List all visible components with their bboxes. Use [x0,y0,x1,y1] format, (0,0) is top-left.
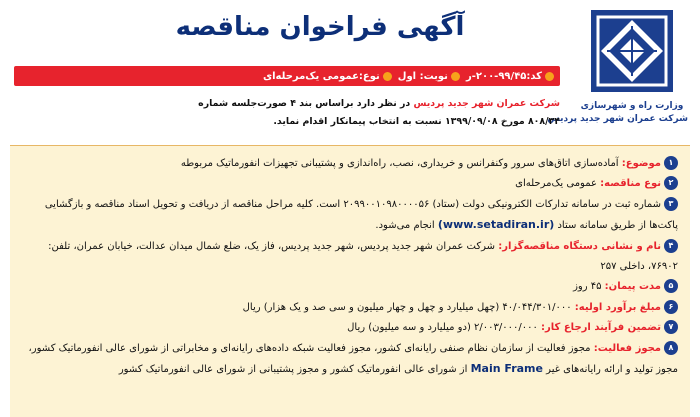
item-text: شماره ثبت در سامانه تدارکات الکترونیکی دولت (ستاد) ۲۰۹۹۰۰۱۰۹۸۰۰۰۰۵۶ است. کلیه مراحل مناقصه از دریافت و تحویل اسناد مناقصه و بازگشایی پاکت‌ها از طریق سامانه ستاد [44,198,678,232]
item-label: مدت پیمان: [604,281,661,293]
item-label: مبلغ برآورد اولیه: [574,301,661,313]
item-number: ۷ [664,320,678,334]
list-item [22,154,678,174]
intro-text-2: ۸۰۸/۳۴ مورخ ۱۳۹۹/۰۹/۰۸ نسبت به انتخاب پیمانکار اقدام نماید. [273,116,560,127]
item-number: ۱ [664,156,678,170]
bullet-dot-icon [451,72,460,81]
item-label: تضمین فرآیند ارجاع کار: [541,322,661,334]
item-text: ۴۰/۰۴۴/۳۰۱/۰۰۰ (چهل میلیارد و چهل و چهار میلیون و سی صد و یک هزار) ریال [242,301,575,313]
tender-details-box [10,145,690,417]
tender-round [398,71,460,82]
bullet-dot-icon [545,72,554,81]
item-text: ۴۵ روز [573,281,605,293]
item-text: شرکت عمران شهر جدید پردیس، شهر جدید پردیس، فاز یک، ضلع شمال میدان عدالت، خیابان عمران، تلفن: ۷۶۹۰۲، داخلی ۲۵۷ [48,240,678,273]
item-label: موضوع: [621,158,661,169]
main-frame-term: Main Frame [470,362,543,376]
list-item [22,298,678,318]
list-item [22,318,678,338]
item-label: نوع مناقصه: [600,178,661,190]
tender-type [263,71,392,82]
item-text: آماده‌سازی اتاق‌های سرور وکنفرانس و خریداری، نصب، راه‌اندازی و پشتیبانی تجهیزات انفورماتیک مربوطه [180,158,622,169]
intro-company: شرکت عمران شهر جدید پردیس [413,98,560,109]
item-label: مجوز فعالیت: [593,342,661,354]
item-text: مجوز فعالیت از سازمان نظام صنفی رایانه‌ای کشور، مجوز فعالیت شبکه داده‌های رایانه‌ای و مخابراتی از شورای عالی انفورماتیک کشور، مجوز تولید و ارائه رایانه‌های غیر [28,342,678,376]
list-item [22,277,678,297]
item-number: ۶ [664,300,678,314]
item-text-after: از شورای عالی انفورماتیک کشور و مجوز پشتیبانی از شورای عالی انفورماتیک کشور [118,364,471,376]
item-label: نام و نشانی دستگاه مناقصه‌گزار: [498,240,661,252]
logo-company-name: شرکت عمران شهر جدید پردیس [547,114,688,124]
logo-ministry-name: وزارت راه و شهرسازی [580,101,684,111]
ministry-emblem-icon [589,8,675,94]
list-item [22,174,678,194]
list-item [22,195,678,237]
item-number: ۲ [664,176,678,190]
tender-type-text: نوع:عمومی یک‌مرحله‌ای [262,70,380,82]
tender-info-bar [14,66,560,86]
tender-code [466,71,554,82]
intro-text-1: در نظر دارد براساس بند ۴ صورت‌جلسه شماره [198,98,414,109]
setad-website-link[interactable]: (www.setadiran.ir) [437,218,555,232]
page-title: آگهی فراخوان مناقصه [175,12,465,42]
intro-paragraph [10,95,560,131]
item-number: ۳ [664,197,678,211]
tender-code-text: کد:۹۹/۴۵-۲۰۰-ر [465,70,542,82]
item-text: ۲/۰۰۳/۰۰۰/۰۰۰ (دو میلیارد و سه میلیون) ریال [347,322,542,334]
bullet-dot-icon [383,72,392,81]
item-text-after: انجام می‌شود. [375,220,438,232]
list-item [22,339,678,381]
item-number: ۴ [664,239,678,253]
item-text: عمومی یک‌مرحله‌ای [515,178,601,190]
organization-logo [547,8,688,138]
list-item [22,237,678,278]
tender-round-text: نوبت: اول [397,70,448,82]
item-number: ۵ [664,279,678,293]
item-number: ۸ [664,341,678,355]
